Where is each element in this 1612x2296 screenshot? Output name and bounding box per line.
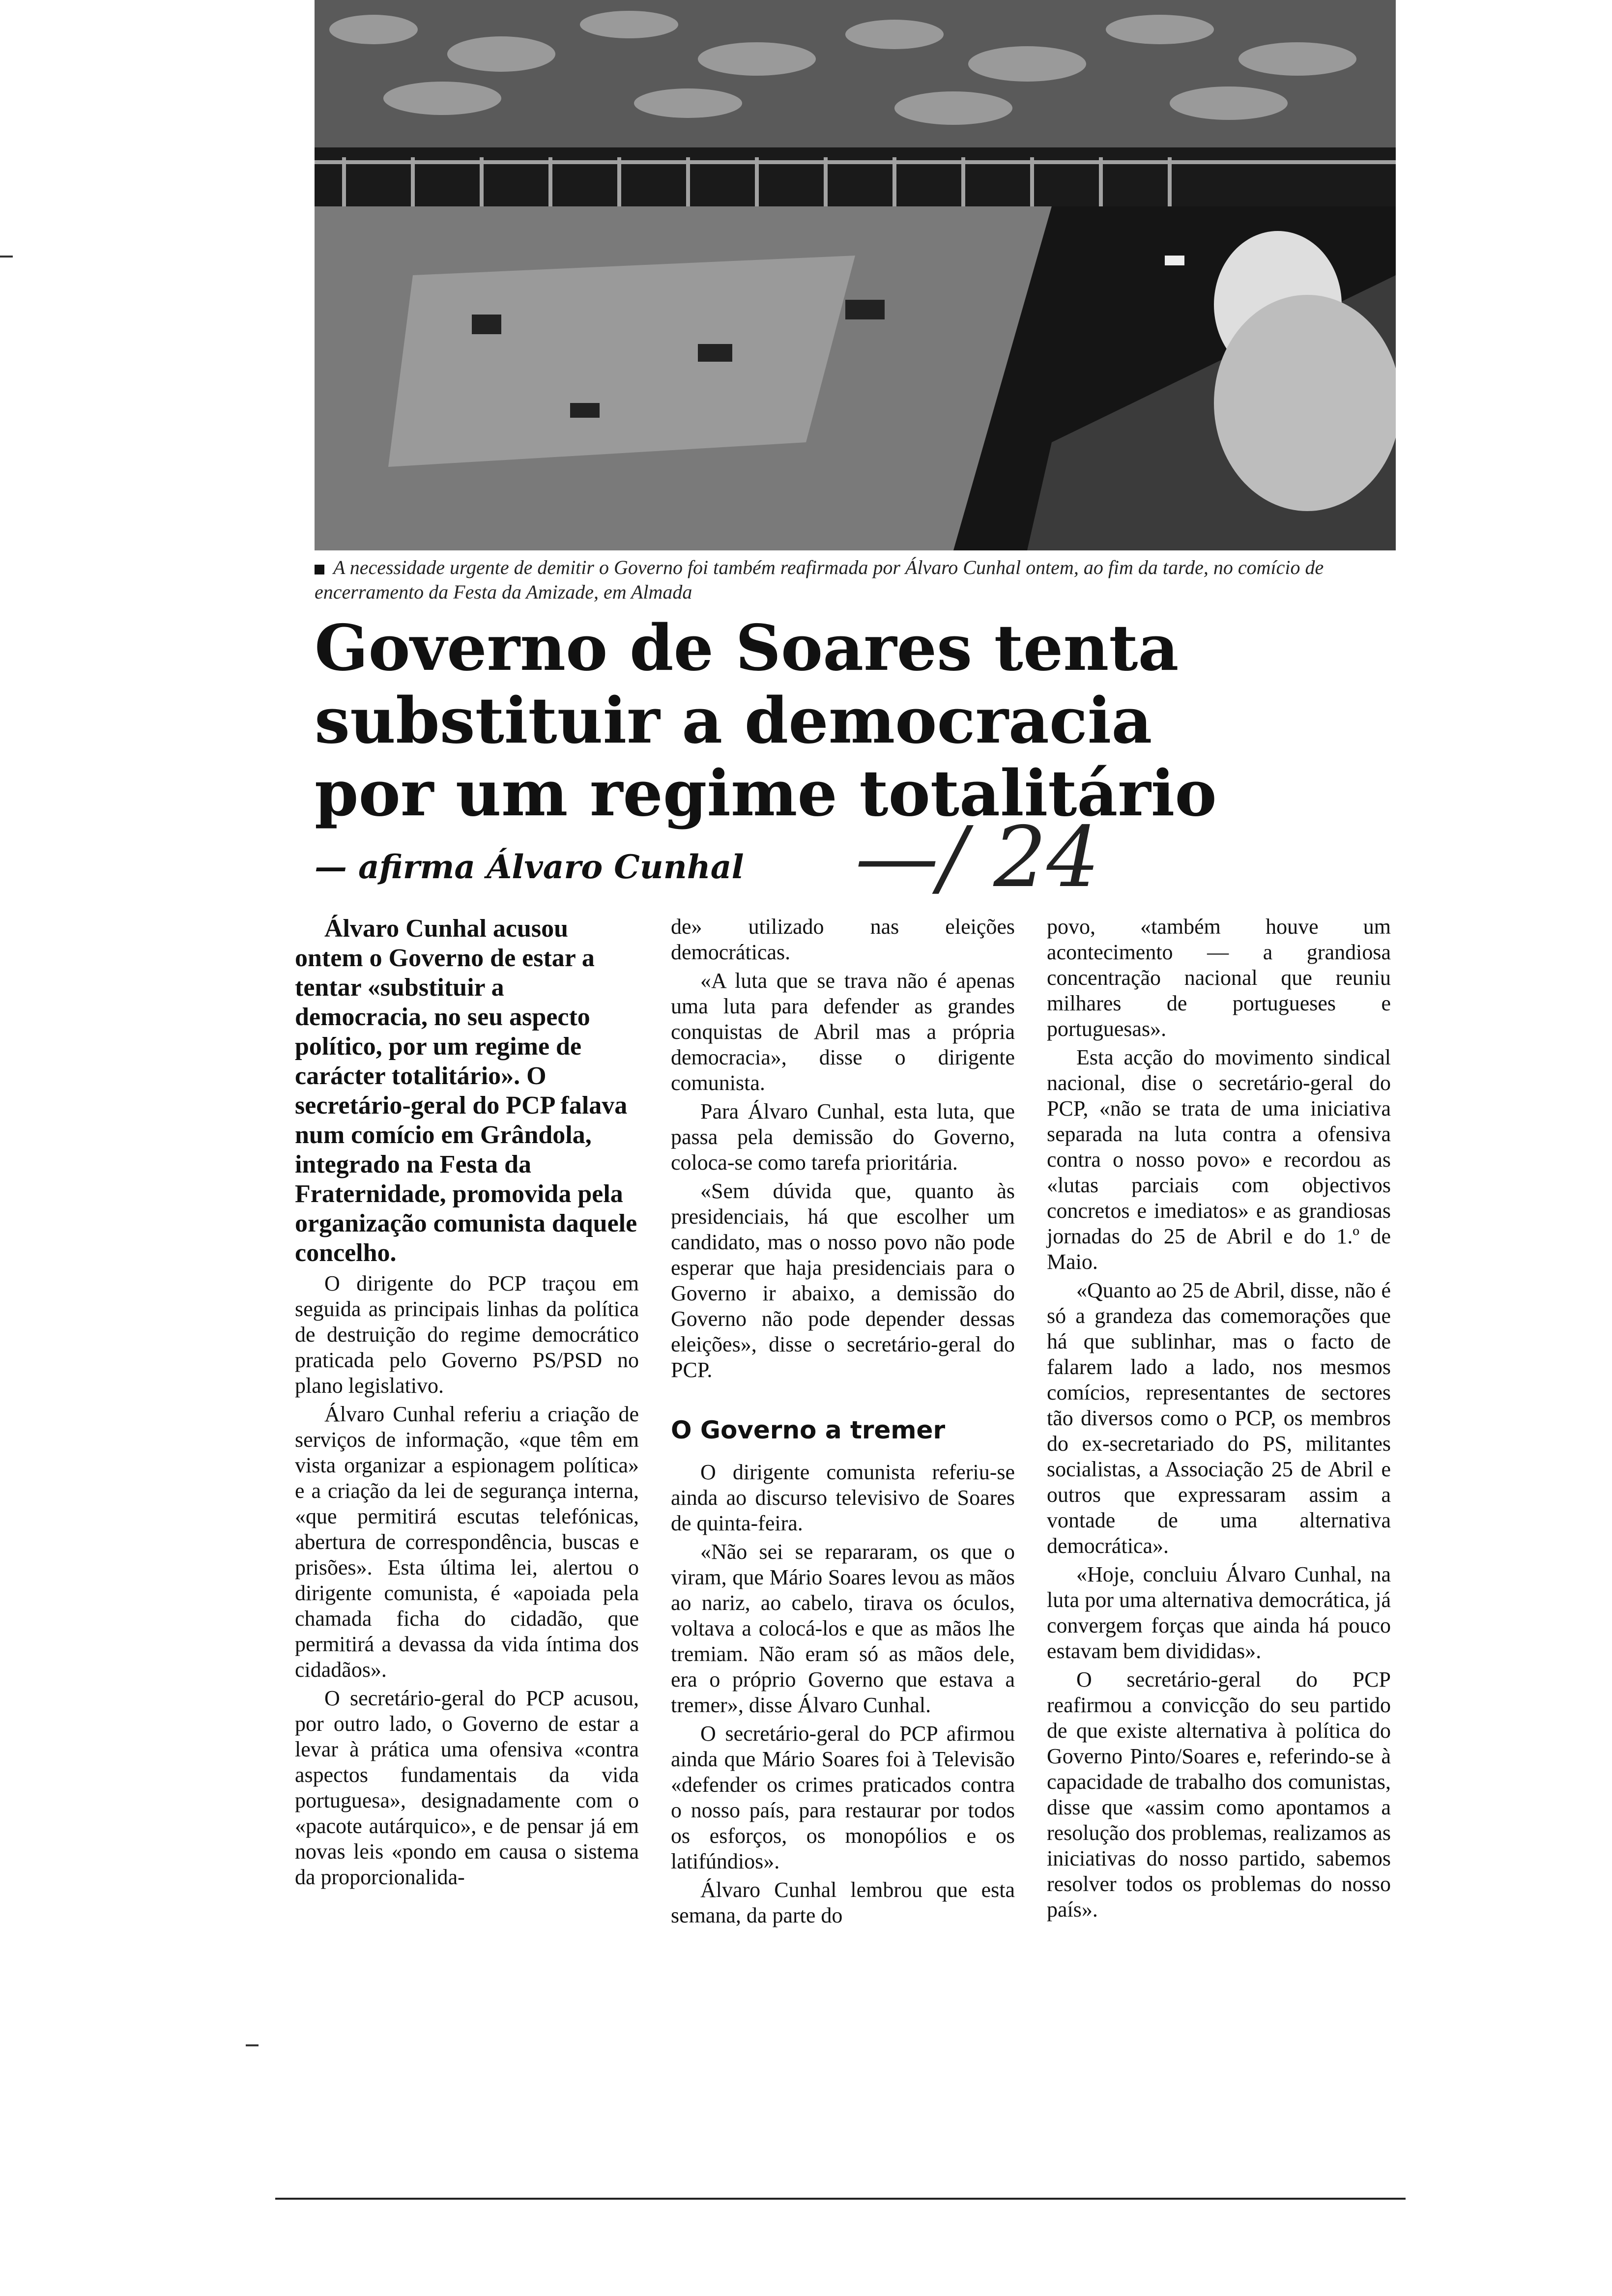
lead-paragraph: Álvaro Cunhal acusou ontem o Governo de estar a tentar «substituir a democracia, no seu aspecto político, por um regime de carácter totalitário». O secretário-geral do PCP falava num comício em Grândola, integrado na Festa da Fraternidade, promovida pela organização comunista daquele concelho. [295,915,637,1267]
caption-bullet-icon [315,565,324,574]
body-paragraph: «Sem dúvida que, quanto às presidenciais, há que escolher um candidato, mas o nosso povo não pode esperar que haja presidenciais para o Governo ir abaixo, a demissão do Governo não pode depender dessas eleições», disse o secretário-geral do PCP. [671,1179,1015,1382]
body-paragraph: de» utilizado nas eleições democráticas. [671,915,1015,964]
body-paragraph: O dirigente do PCP traçou em seguida as principais linhas da política de destruição do regime democrático praticada pelo Governo PS/PSD no plano legislativo. [295,1271,639,1398]
bottom-rule [275,2198,1406,2200]
photo-caption [315,555,1401,604]
body-paragraph: Álvaro Cunhal lembrou que esta semana, da parte do [671,1878,1015,1927]
body-paragraph: O secretário-geral do PCP reafirmou a convicção do seu partido de que existe alternativa à política do Governo Pinto/Soares e, referindo-se à capacidade de trabalho dos comunistas, disse que «assim como apontamos a resolução dos problemas, realizamos as iniciativas do nosso partido, sabemos resolver todos os problemas do nosso país». [1047,1667,1391,1922]
body-paragraph: povo, «também houve um acontecimento — a grandiosa concentração nacional que reuniu milhares de portugueses e portuguesas». [1047,915,1391,1041]
article-column-2 [671,914,1015,1931]
body-paragraph: Esta acção do movimento sindical nacional, dise o secretário-geral do PCP, «não se trata de uma iniciativa separada na luta contra a ofensiva contra o nosso povo» e recordou as «lutas parciais com objectivos concretos e imediatos» e as grandiosas jornadas do 25 de Abril e do 1.º de Maio. [1047,1045,1391,1274]
byline: — afirma Álvaro Cunhal [315,848,744,886]
body-paragraph: «Quanto ao 25 de Abril, disse, não é só a grandeza das comemorações que há que sublinhar, mas o facto de falarem lado a lado, nos mesmos comícios, representantes de sectores tão diversos como o PCP, os membros do ex-secretariado do PS, militantes socialistas, a Associação 25 de Abril e outros que expressaram assim a vontade de uma alternativa democrática». [1047,1278,1391,1558]
body-paragraph: «A luta que se trava não é apenas uma luta para defender as grandes conquistas de Abril mas a própria democracia», disse o dirigente comunista. [671,969,1015,1095]
headline [315,612,1445,830]
handwritten-note: —/ 24 [855,809,1100,906]
margin-mark [246,2044,259,2046]
headline-line-3: por um regime totalitário [315,757,1217,831]
body-paragraph: O dirigente comunista referiu-se ainda ao discurso televisivo de Soares de quinta-feira. [671,1460,1015,1535]
article-column-1 [295,914,639,1893]
body-paragraph: Para Álvaro Cunhal, esta luta, que passa pela demissão do Governo, coloca-se como tarefa prioritária. [671,1099,1015,1175]
caption-text: A necessidade urgente de demitir o Governo foi também reafirmada por Álvaro Cunhal ontem, ao fim da tarde, no comício de encerramento da Festa da Amizade, em Almada [315,556,1324,603]
body-paragraph: Álvaro Cunhal referiu a criação de serviços de informação, «que têm em vista organizar a espionagem política» e a criação da lei de segurança interna, «que permitirá escutas telefónicas, abertura de correspondência, buscas e prisões». Esta última lei, alertou o dirigente comunista, é «apoiada pela chamada ficha do cidadão, que permitirá a devassa da vida íntima dos cidadãos». [295,1402,639,1682]
section-subhead: O Governo a tremer [671,1416,946,1444]
article-photo [315,0,1396,550]
margin-mark [0,256,13,258]
headline-line-2: substituir a democracia [315,684,1152,758]
article-column-3 [1047,914,1391,1925]
body-paragraph: «Não sei se repararam, os que o viram, que Mário Soares levou as mãos ao nariz, ao cabelo, tirava os óculos, voltava a colocá-los e que as mãos lhe tremiam. Não eram só as mãos dele, era o próprio Governo que estava a tremer», disse Álvaro Cunhal. [671,1540,1015,1717]
body-paragraph: «Hoje, concluiu Álvaro Cunhal, na luta por uma alternativa democrática, já convergem forças que ainda há pouco estavam bem divididas». [1047,1562,1391,1663]
body-paragraph: O secretário-geral do PCP acusou, por outro lado, o Governo de estar a levar à prática uma ofensiva «contra aspectos fundamentais da vida portuguesa», designadamente com o «pacote autárquico», e de pensar já em novas leis «pondo em causa o sistema da proporcionalida- [295,1686,639,1889]
crowd-photo-graphic [315,0,1396,550]
body-paragraph: O secretário-geral do PCP afirmou ainda que Mário Soares foi à Televisão «defender os crimes praticados contra o nosso país, para restaurar por todos os esforços, os monopólios e os latifúndios». [671,1722,1015,1873]
headline-line-1: Governo de Soares tenta [315,611,1179,685]
